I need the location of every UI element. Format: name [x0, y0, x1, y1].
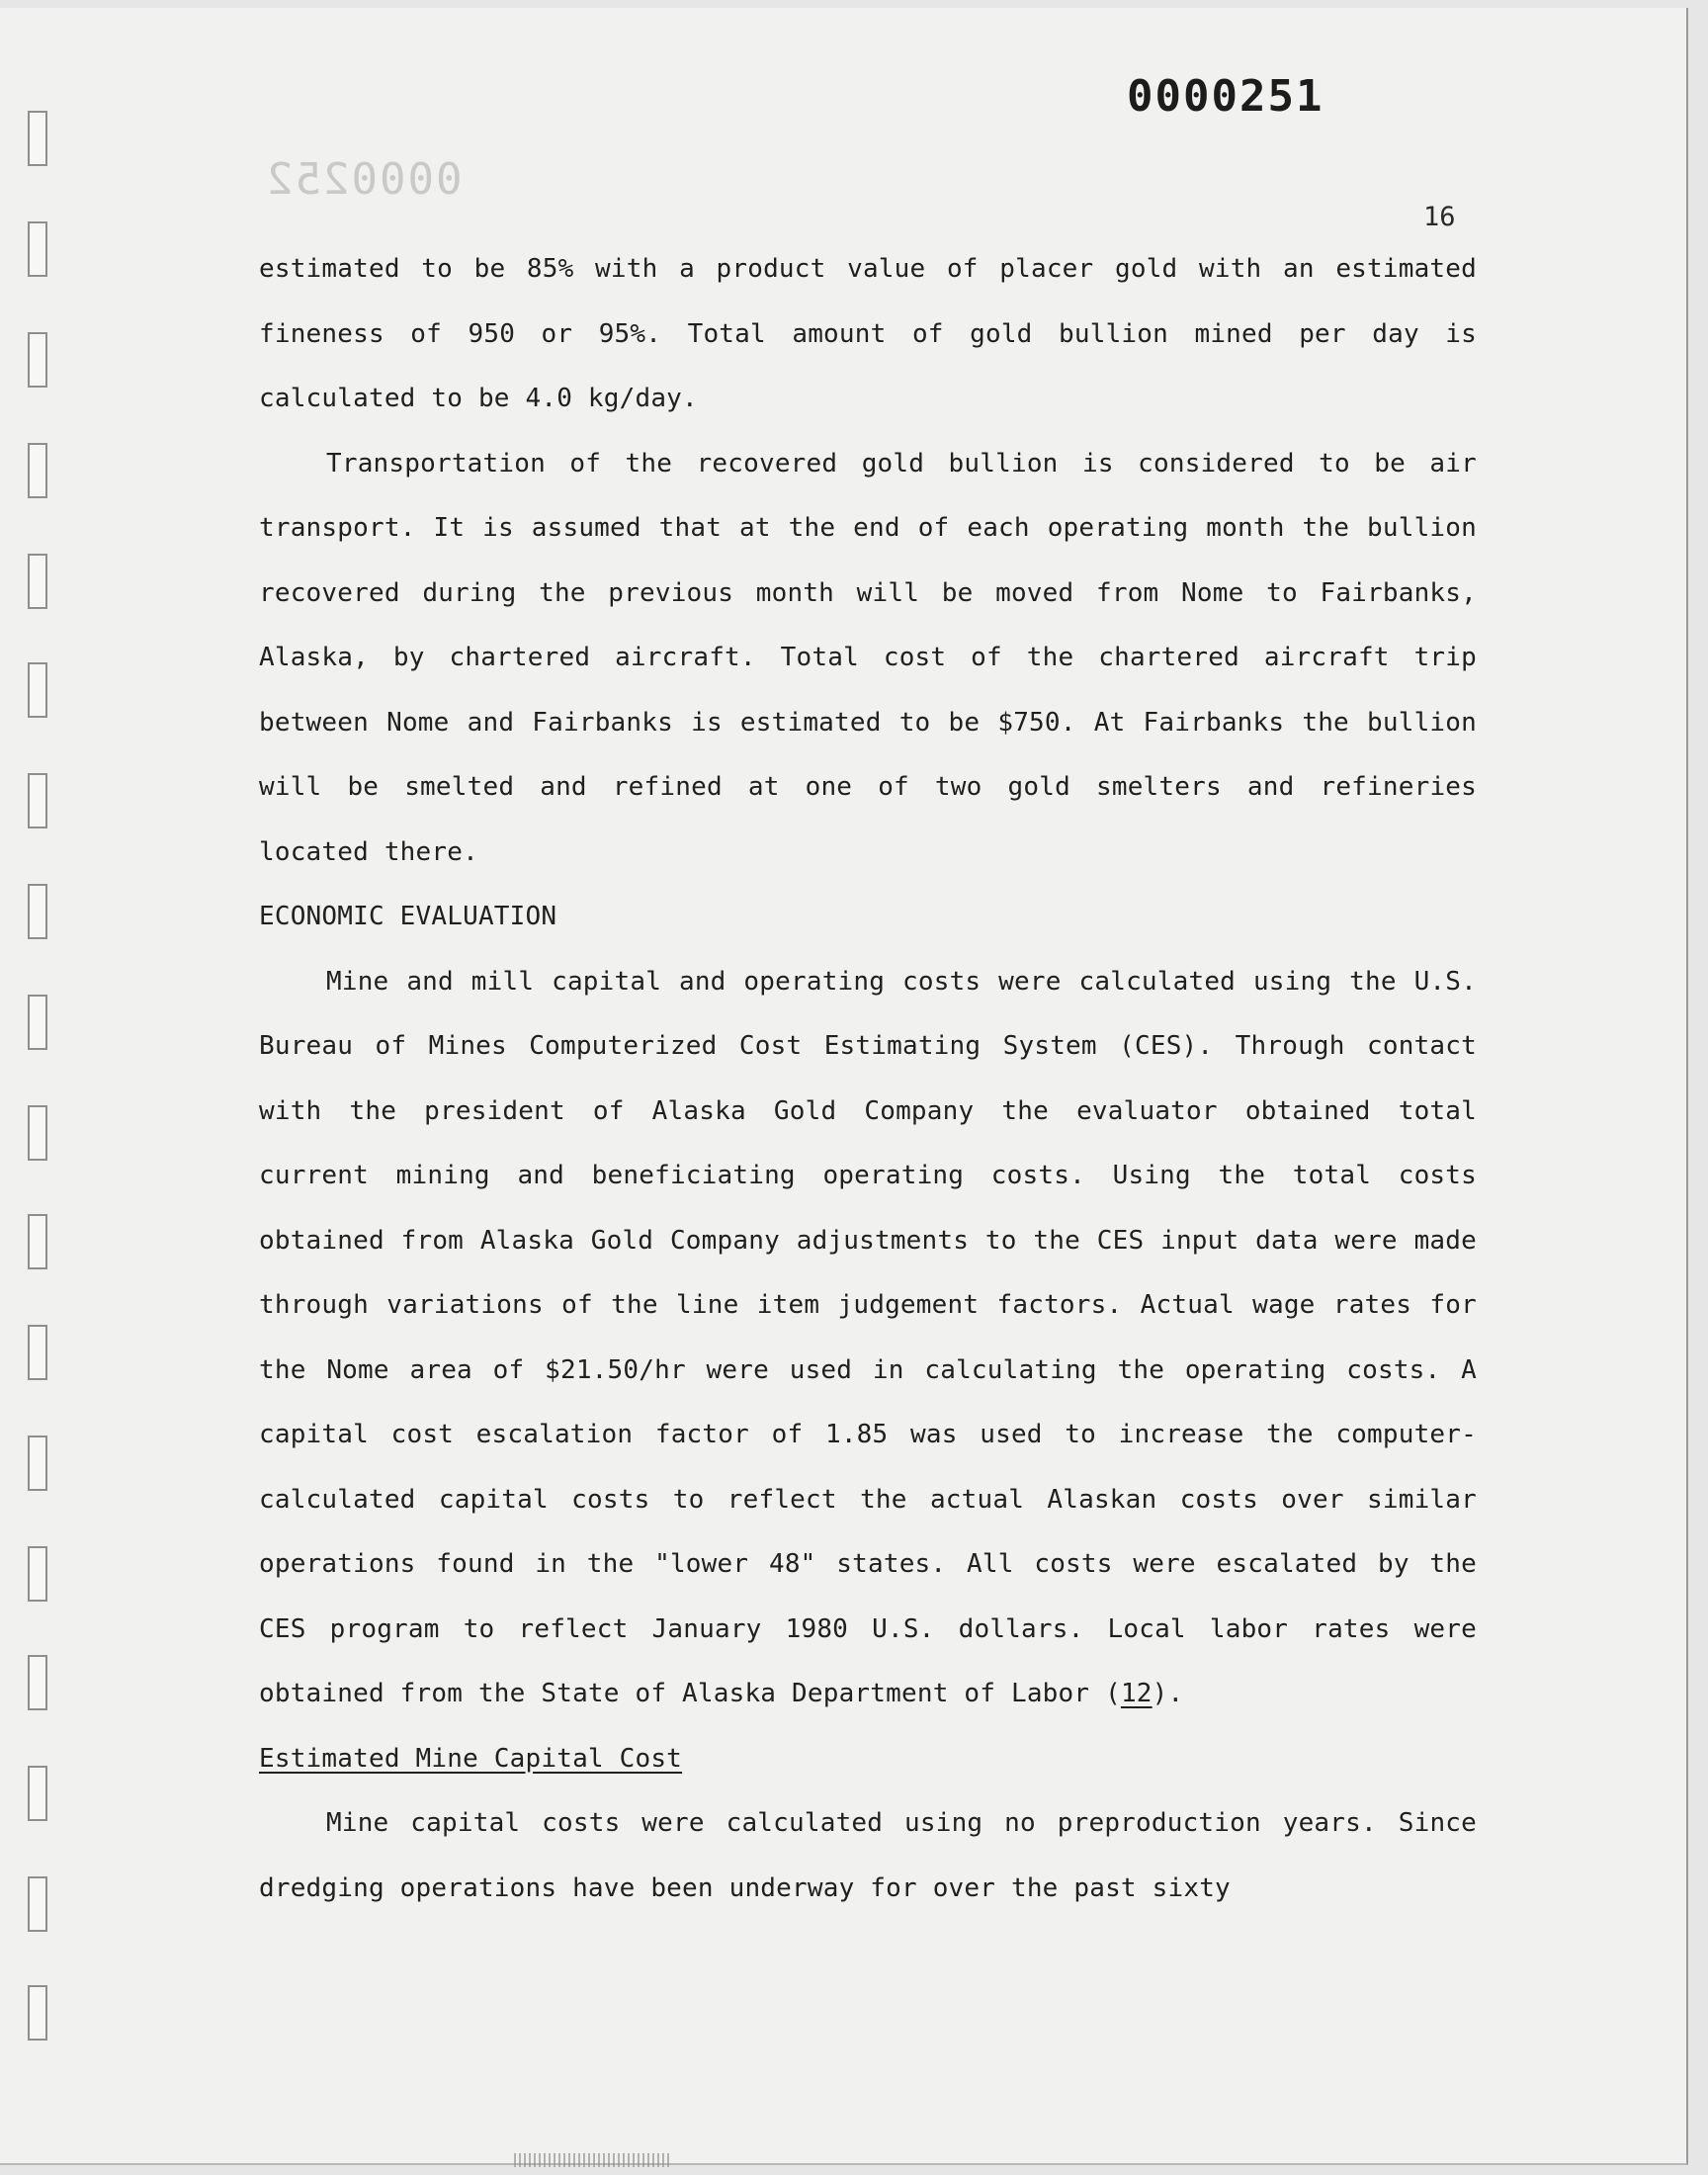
punch-hole — [28, 221, 47, 277]
page-body — [259, 237, 1477, 1921]
punch-hole — [28, 1876, 47, 1932]
punch-hole — [28, 111, 47, 166]
punch-hole — [28, 1655, 47, 1710]
bates-stamp-number: 0000251 — [1127, 71, 1324, 122]
paragraph-transportation: Transportation of the recovered gold bullion is considered to be air transport. It is assumed that at the end of each operating month the bullion recovered during the previous month will be moved from Nome to Fairbanks, Alaska, by chartered aircraft. Total cost of the chartered aircraft trip between Nome and Fairbanks is estimated to be $750. At Fairbanks the bullion will be smelted and refined at one of two gold smelters and refineries located there. — [259, 448, 1477, 867]
punch-hole — [28, 884, 47, 939]
page-number: 16 — [1423, 202, 1456, 232]
punch-hole — [28, 995, 47, 1050]
punch-hole — [28, 332, 47, 388]
scan-edge-mark — [514, 2153, 672, 2167]
reference-citation: 12 — [1120, 1679, 1153, 1708]
punch-hole — [28, 662, 47, 718]
show-through-stamp: 0000252 — [265, 154, 463, 205]
punch-hole — [28, 443, 47, 498]
punch-hole — [28, 1105, 47, 1161]
subheading-text: Estimated Mine Capital Cost — [259, 1743, 683, 1774]
paragraph-text: Mine and mill capital and operating costs were calculated using the U.S. Bureau of Mines Computerized Cost Estimating System (CES). Through contact with the president of Alaska Gold Company the evaluator obtained total current mining and beneficiating operating costs. Using the total costs obtained from Alaska Gold Company adjustments to the CES input data were made through variations of the line item judgement factors. Actual wage rates for the Nome area of $21.50/hr were used in calculating the operating costs. A capital cost escalation factor of 1.85 was used to increase the computer-calculated capital costs to reflect the actual Alaskan costs over similar operations found in the "lower 48" states. All costs were escalated by the CES program to reflect January 1980 U.S. dollars. Local labor rates were obtained from the State of Alaska Department of Labor ( — [259, 966, 1477, 1708]
punch-hole — [28, 1325, 47, 1380]
subheading-estimated-mine-capital-cost — [259, 1727, 1477, 1792]
punch-hole — [28, 773, 47, 828]
punch-hole — [28, 1436, 47, 1491]
section-heading-economic-evaluation: ECONOMIC EVALUATION — [259, 902, 557, 931]
paragraph-mine-capital-costs: Mine capital costs were calculated using no preproduction years. Since dredging operations have been underway for over the past sixty — [259, 1808, 1477, 1903]
punch-hole — [28, 554, 47, 609]
paragraph-tail: ). — [1152, 1679, 1184, 1708]
paragraph-economic-evaluation — [259, 950, 1477, 1727]
paragraph-continued: estimated to be 85% with a product value of placer gold with an estimated fineness of 950 or 95%. Total amount of gold bullion mined per day is calculated to be 4.0 kg/day. — [259, 254, 1477, 413]
punch-hole — [28, 1546, 47, 1602]
punch-hole — [28, 1214, 47, 1269]
punch-hole — [28, 1766, 47, 1821]
document-page — [0, 8, 1688, 2165]
punch-hole — [28, 1985, 47, 2041]
